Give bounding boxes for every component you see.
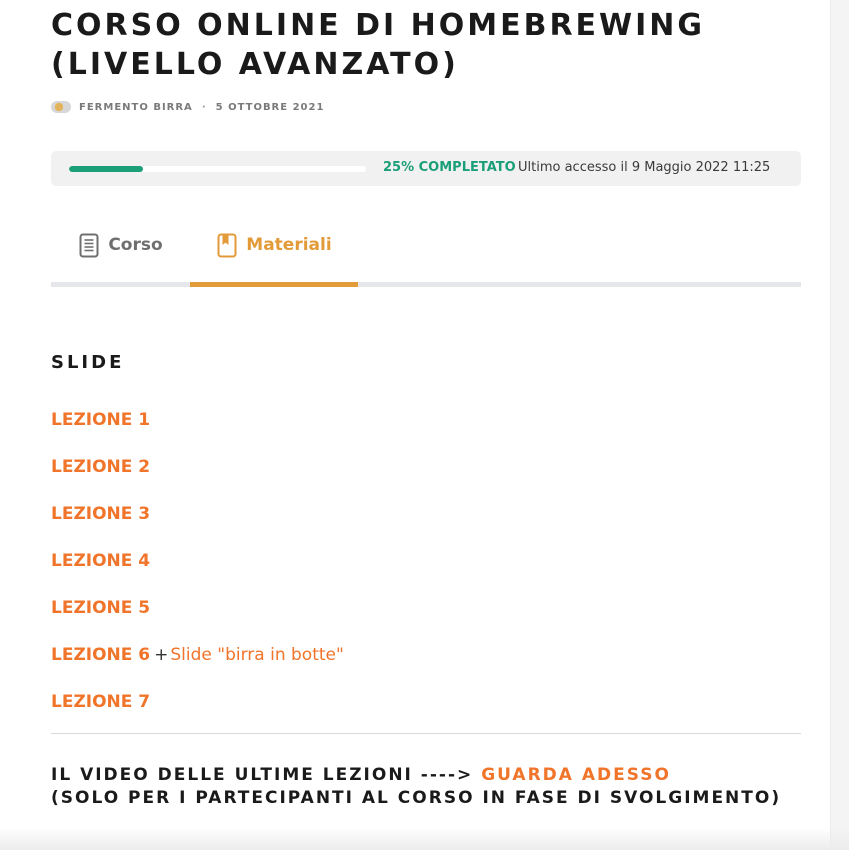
tab-materiali[interactable] xyxy=(190,218,358,287)
bookmark-book-icon xyxy=(216,231,238,259)
progress-percent: 25% COMPLETATO xyxy=(383,160,516,175)
plus-separator: + xyxy=(154,645,169,665)
last-access-text: Ultimo accesso il 9 Maggio 2022 11:25 xyxy=(518,160,771,175)
extra-slide-link[interactable]: Slide "birra in botte" xyxy=(170,645,344,665)
list-item xyxy=(51,594,801,641)
video-announcement xyxy=(51,764,671,786)
lesson-link[interactable]: LEZIONE 2 xyxy=(51,457,151,477)
post-meta xyxy=(51,99,324,115)
lesson-link[interactable]: LEZIONE 4 xyxy=(51,551,151,571)
list-item xyxy=(51,547,801,594)
document-icon xyxy=(78,231,100,259)
publish-date: 5 OTTOBRE 2021 xyxy=(215,101,325,113)
list-item xyxy=(51,500,801,547)
list-item xyxy=(51,406,801,453)
meta-separator: · xyxy=(201,101,207,113)
tab-corso[interactable] xyxy=(51,218,190,287)
list-item xyxy=(51,453,801,500)
video-prefix-text: IL VIDEO DELLE ULTIME LEZIONI ----> xyxy=(51,765,474,785)
lesson-link[interactable]: LEZIONE 1 xyxy=(51,410,151,430)
tab-corso-label: Corso xyxy=(108,235,163,255)
divider xyxy=(51,733,801,734)
watch-now-link[interactable]: GUARDA ADESSO xyxy=(481,765,671,785)
lesson-link[interactable]: LEZIONE 3 xyxy=(51,504,151,524)
scrollbar-track[interactable] xyxy=(830,0,849,850)
list-item xyxy=(51,641,801,688)
tab-materiali-label: Materiali xyxy=(246,235,332,255)
lesson-link[interactable]: LEZIONE 5 xyxy=(51,598,151,618)
list-item xyxy=(51,688,801,735)
author-logo xyxy=(51,101,71,113)
video-note: (SOLO PER I PARTECIPANTI AL CORSO IN FASE DI SVOLGIMENTO) xyxy=(51,788,782,808)
page-title: CORSO ONLINE DI HOMEBREWING (LIVELLO AVANZATO) xyxy=(51,8,706,82)
active-tab-indicator xyxy=(190,282,358,287)
lesson-link[interactable]: LEZIONE 6 xyxy=(51,645,151,665)
section-heading-slide: SLIDE xyxy=(51,352,125,373)
course-tabs xyxy=(51,218,801,287)
progress-bar-fill xyxy=(69,166,143,172)
lesson-list xyxy=(51,406,801,735)
progress-panel xyxy=(51,151,801,186)
progress-bar xyxy=(69,166,366,172)
author-name[interactable]: FERMENTO BIRRA xyxy=(79,101,193,113)
bottom-fade xyxy=(0,828,849,850)
lesson-link[interactable]: LEZIONE 7 xyxy=(51,692,151,712)
